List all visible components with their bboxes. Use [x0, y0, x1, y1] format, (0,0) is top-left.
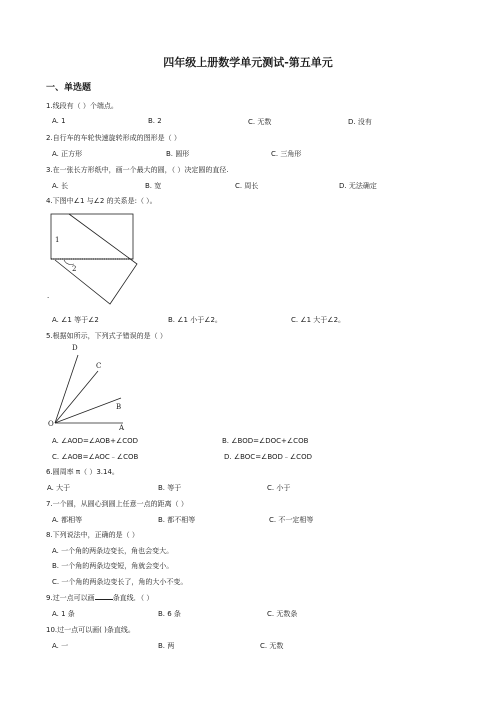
q1-option-d[interactable]: D. 没有	[348, 118, 372, 126]
q1-option-b[interactable]: B. 2	[148, 117, 162, 125]
q4-option-b[interactable]: B. ∠1 小于∠2。	[168, 316, 222, 324]
page-title: 四年级上册数学单元测试-第五单元	[163, 56, 333, 69]
q6-option-a[interactable]: A. 大于	[47, 484, 71, 492]
question-1: 1.线段有（ ）个端点。	[46, 102, 118, 110]
q8-option-b[interactable]: B. 一个角的两条边变短，角就会变小。	[52, 562, 174, 570]
q1-option-a[interactable]: A. 1	[52, 117, 66, 125]
q9-option-b[interactable]: B. 6 条	[158, 610, 181, 618]
ray-label-c: C	[96, 362, 102, 370]
q5-option-a[interactable]: A. ∠AOD=∠AOB+∠COD	[52, 437, 139, 445]
q5-option-d[interactable]: D. ∠BOC=∠BOD﹣∠COD	[224, 453, 312, 461]
q7-option-c[interactable]: C. 不一定相等	[269, 516, 314, 524]
question-5: 5.根据如所示，下列式子错误的是（ ）	[46, 332, 167, 340]
q3-option-b[interactable]: B. 宽	[145, 182, 162, 190]
q3-option-d[interactable]: D. 无法确定	[339, 182, 377, 190]
ray-label-a: A	[119, 424, 125, 432]
q10-option-b[interactable]: B. 两	[158, 642, 175, 650]
answer-blank[interactable]	[95, 593, 113, 600]
vertex-label-o: O	[48, 420, 54, 428]
question-2: 2.自行车的车轮快速旋转形成的图形是（ ）	[46, 134, 181, 142]
q9-option-a[interactable]: A. 1 条	[52, 610, 75, 618]
question-7: 7.一个圆，从圆心到圆上任意一点的距离（ ）	[46, 500, 188, 508]
section-heading: 一、单选题	[46, 83, 92, 93]
q10-option-c[interactable]: C. 无数	[260, 642, 284, 650]
stray-dot: .	[47, 292, 50, 300]
question-9-prefix: 9.过一点可以画	[46, 594, 95, 602]
angle-2-label: 2	[72, 265, 77, 273]
q4-option-a[interactable]: A. ∠1 等于∠2	[52, 316, 99, 324]
q8-option-a[interactable]: A. 一个角的两条边变长，角也会变大。	[52, 547, 174, 555]
q6-option-c[interactable]: C. 小于	[267, 484, 291, 492]
question-6: 6.圆周率 π（ ）3.14。	[46, 468, 119, 476]
question-9	[46, 593, 153, 603]
q7-option-b[interactable]: B. 都不相等	[158, 516, 196, 524]
q9-option-c[interactable]: C. 无数条	[267, 610, 298, 618]
question-3: 3.在一张长方形纸中，画一个最大的圆，（ ）决定圆的直径.	[46, 166, 229, 174]
q5-option-b[interactable]: B. ∠BOD=∠DOC+∠COB	[222, 437, 309, 445]
q2-option-c[interactable]: C. 三角形	[271, 150, 302, 158]
question-4: 4.下图中∠1 与∠2 的关系是:（ ）。	[46, 197, 157, 205]
q7-option-a[interactable]: A. 都相等	[52, 516, 83, 524]
q6-option-b[interactable]: B. 等于	[158, 484, 182, 492]
q5-option-c[interactable]: C. ∠AOB=∠AOC﹣∠COB	[52, 453, 139, 461]
q1-option-c[interactable]: C. 无数	[248, 118, 272, 126]
q2-option-a[interactable]: A. 正方形	[52, 150, 83, 158]
question-10: 10.过一点可以画( )条直线。	[46, 626, 135, 634]
question-8: 8.下列说法中，正确的是（ ）	[46, 531, 139, 539]
q3-option-a[interactable]: A. 长	[52, 182, 69, 190]
ray-label-b: B	[116, 403, 122, 411]
q8-option-c[interactable]: C. 一个角的两条边变长了，角的大小不变。	[52, 578, 188, 586]
question-9-suffix: 条直线．（ ）	[112, 594, 154, 602]
q3-option-c[interactable]: C. 周长	[235, 182, 259, 190]
q10-option-a[interactable]: A. 一	[52, 642, 69, 650]
ray-label-d: D	[72, 344, 78, 352]
q2-option-b[interactable]: B. 圆形	[166, 150, 190, 158]
angle-1-label: 1	[55, 236, 60, 244]
q4-option-c[interactable]: C. ∠1 大于∠2。	[291, 316, 346, 324]
